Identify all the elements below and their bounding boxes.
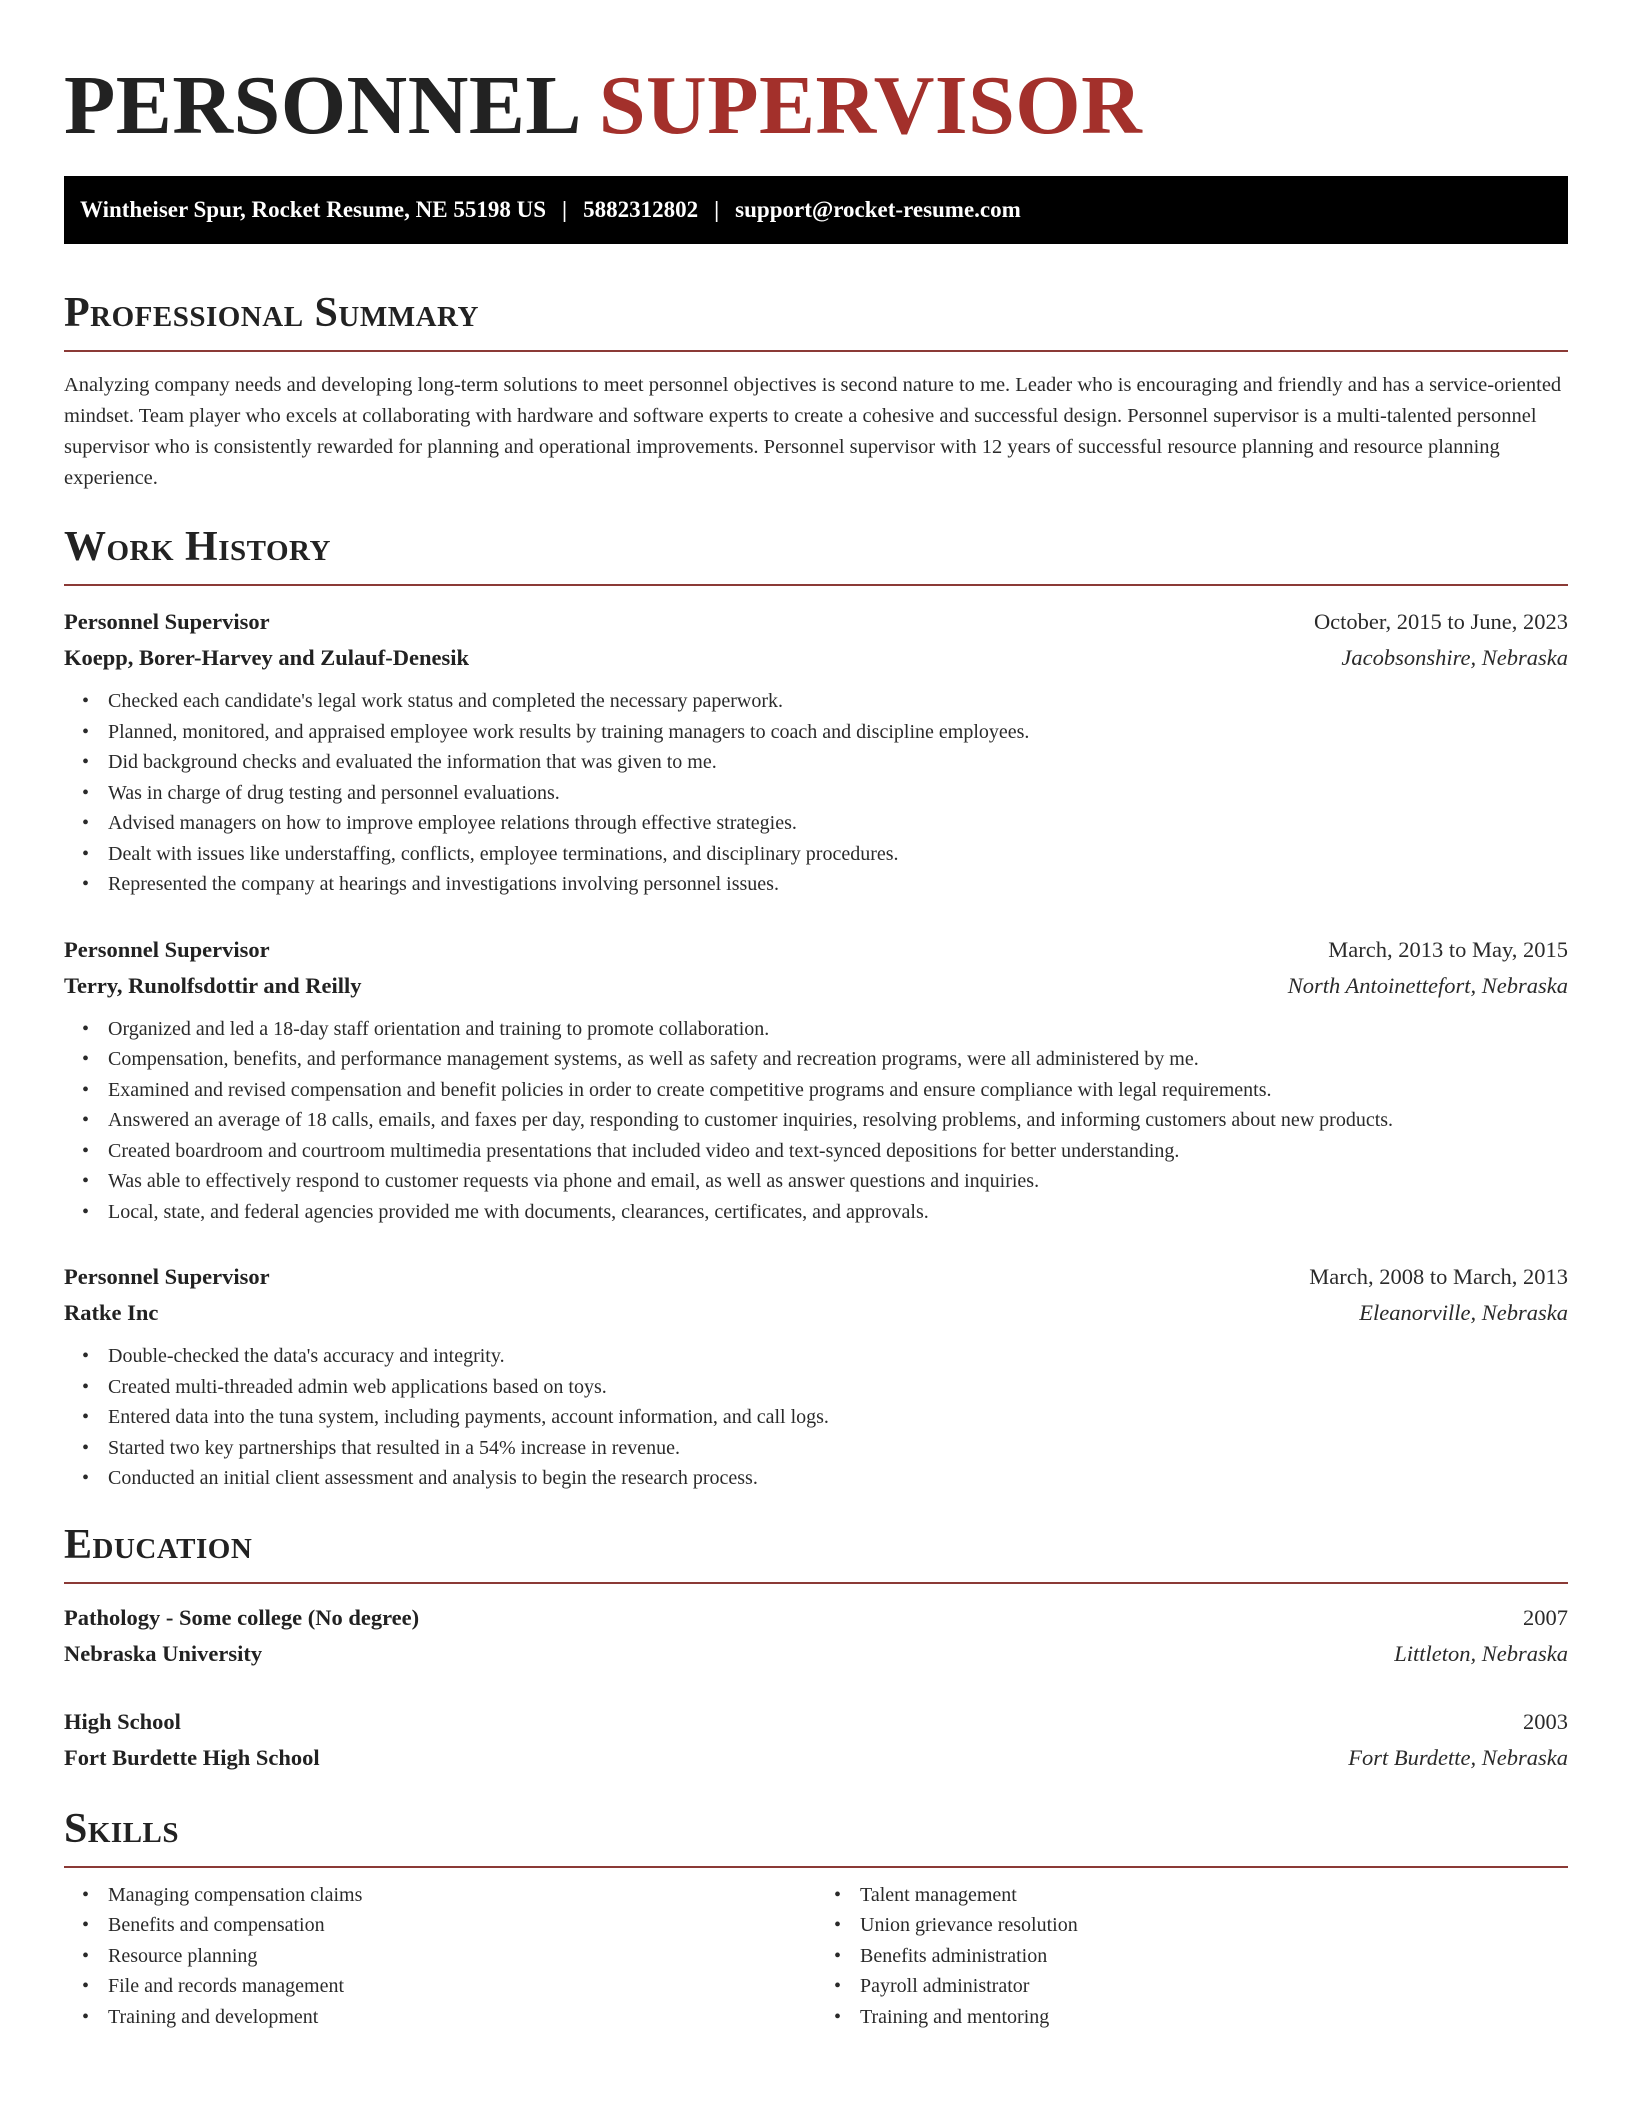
list-item: • Represented the company at hearings and investigations involving personnel issues. — [108, 869, 1568, 900]
list-item: • Started two key partnerships that resulted in a 54% increase in revenue. — [108, 1433, 1568, 1464]
section-divider — [64, 584, 1568, 586]
section-title-summary: Professional Summary — [64, 290, 479, 336]
list-item: • Local, state, and federal agencies provided me with documents, clearances, certificates, and approvals. — [108, 1197, 1568, 1228]
skills-list-left — [64, 1880, 816, 2033]
resume-name — [64, 0, 1568, 156]
contact-address: Wintheiser Spur, Rocket Resume, NE 55198 US — [80, 197, 546, 222]
job-dates: March, 2013 to May, 2015 — [1328, 936, 1568, 962]
education-year: 2003 — [1523, 1708, 1568, 1734]
job-company: Ratke Inc — [64, 1300, 159, 1325]
job-location: North Antoinettefort, Nebraska — [1287, 972, 1568, 998]
education-section — [64, 1520, 1568, 1776]
job-header — [64, 604, 1568, 640]
education-location: Fort Burdette, Nebraska — [1348, 1744, 1568, 1770]
skills-list-right — [816, 1880, 1568, 2033]
education-school: Fort Burdette High School — [64, 1744, 320, 1770]
contact-email: support@rocket-resume.com — [735, 197, 1021, 222]
skill-item: • Union grievance resolution — [860, 1910, 1568, 1941]
skill-item: • File and records management — [108, 1971, 816, 2002]
education-location: Littleton, Nebraska — [1394, 1640, 1568, 1666]
job-header — [64, 1259, 1568, 1295]
job-employer-row — [64, 1295, 1568, 1331]
section-divider — [64, 1582, 1568, 1584]
section-title-skills: Skills — [64, 1805, 180, 1852]
job-employer-row — [64, 968, 1568, 1004]
section-divider — [64, 1866, 1568, 1868]
education-entry — [64, 1704, 1568, 1776]
resume-page — [64, 0, 1568, 2032]
list-item: • Was able to effectively respond to customer requests via phone and email, as well as answer questions and inquiries. — [108, 1166, 1568, 1197]
job-bullets — [64, 1014, 1568, 1228]
list-item: • Compensation, benefits, and performance management systems, as well as safety and recreation programs, were all administered by me. — [108, 1044, 1568, 1075]
job-location: Jacobsonshire, Nebraska — [1341, 645, 1568, 670]
section-title-education: Education — [64, 1521, 253, 1568]
contact-bar — [64, 176, 1568, 244]
job-dates: March, 2008 to March, 2013 — [1309, 1264, 1568, 1289]
education-school-row — [64, 1636, 1568, 1672]
education-header — [64, 1704, 1568, 1740]
list-item: • Dealt with issues like understaffing, conflicts, employee terminations, and disciplinary procedures. — [108, 839, 1568, 870]
job-employer-row — [64, 640, 1568, 676]
list-item: • Double-checked the data's accuracy and integrity. — [108, 1341, 1568, 1372]
skill-item: • Benefits and compensation — [108, 1910, 816, 1941]
education-entry — [64, 1600, 1568, 1672]
education-degree: High School — [64, 1708, 181, 1734]
skill-item: • Managing compensation claims — [108, 1880, 816, 1911]
job-entry — [64, 932, 1568, 1228]
job-company: Koepp, Borer-Harvey and Zulauf-Denesik — [64, 645, 470, 670]
education-year: 2007 — [1523, 1604, 1568, 1630]
skill-item: • Payroll administrator — [860, 1971, 1568, 2002]
job-title: Personnel Supervisor — [64, 609, 270, 634]
contact-phone: 5882312802 — [583, 197, 699, 222]
list-item: • Checked each candidate's legal work status and completed the necessary paperwork. — [108, 686, 1568, 717]
job-bullets — [64, 686, 1568, 900]
skill-item: • Talent management — [860, 1880, 1568, 1911]
list-item: • Advised managers on how to improve employee relations through effective strategies. — [108, 808, 1568, 839]
list-item: • Did background checks and evaluated the information that was given to me. — [108, 747, 1568, 778]
job-header — [64, 932, 1568, 968]
list-item: • Created multi-threaded admin web applications based on toys. — [108, 1372, 1568, 1403]
skill-item: • Training and development — [108, 2002, 816, 2033]
contact-separator: | — [562, 197, 568, 222]
section-title-work-history: Work History — [64, 524, 331, 570]
list-item: • Answered an average of 18 calls, emails, and faxes per day, responding to customer inquiries, resolving problems, and informing customers about new products. — [108, 1105, 1568, 1136]
education-header — [64, 1600, 1568, 1636]
job-entry — [64, 604, 1568, 900]
skills-section — [64, 1804, 1568, 2033]
skill-item: • Training and mentoring — [860, 2002, 1568, 2033]
skills-grid — [64, 1880, 1568, 2033]
work-history-section — [64, 522, 1568, 1494]
education-degree: Pathology - Some college (No degree) — [64, 1604, 420, 1630]
list-item: • Created boardroom and courtroom multimedia presentations that included video and text-synced depositions for better understanding. — [108, 1136, 1568, 1167]
job-bullets — [64, 1341, 1568, 1494]
education-school-row — [64, 1740, 1568, 1776]
list-item: • Organized and led a 18-day staff orientation and training to promote collaboration. — [108, 1014, 1568, 1045]
education-school: Nebraska University — [64, 1640, 263, 1666]
skill-item: • Benefits administration — [860, 1941, 1568, 1972]
skill-item: • Resource planning — [108, 1941, 816, 1972]
section-divider — [64, 350, 1568, 352]
list-item: • Examined and revised compensation and benefit policies in order to create competitive programs and ensure compliance with legal requirements. — [108, 1075, 1568, 1106]
job-title: Personnel Supervisor — [64, 936, 270, 962]
list-item: • Was in charge of drug testing and personnel evaluations. — [108, 778, 1568, 809]
job-company: Terry, Runolfsdottir and Reilly — [64, 972, 362, 998]
job-title: Personnel Supervisor — [64, 1264, 270, 1289]
job-entry — [64, 1259, 1568, 1494]
contact-separator: | — [714, 197, 720, 222]
name-first: PERSONNEL — [64, 59, 578, 152]
job-location: Eleanorville, Nebraska — [1359, 1300, 1568, 1325]
list-item: • Planned, monitored, and appraised employee work results by training managers to coach and discipline employees. — [108, 717, 1568, 748]
list-item: • Entered data into the tuna system, including payments, account information, and call logs. — [108, 1402, 1568, 1433]
summary-section — [64, 288, 1568, 494]
job-dates: October, 2015 to June, 2023 — [1313, 609, 1568, 634]
list-item: • Conducted an initial client assessment and analysis to begin the research process. — [108, 1463, 1568, 1494]
summary-text: Analyzing company needs and developing long-term solutions to meet personnel objectives is second nature to me. Leader who is encouraging and friendly and has a service-oriented mindset. Team player who excels at collaborating with hardware and software experts to create a cohesive and successful design. Personnel supervisor is a multi-talented personnel supervisor who is consistently rewarded for planning and operational improvements. Personnel supervisor with 12 years of successful resource planning and resource planning experience. — [64, 374, 1562, 489]
name-last: SUPERVISOR — [598, 59, 1143, 152]
